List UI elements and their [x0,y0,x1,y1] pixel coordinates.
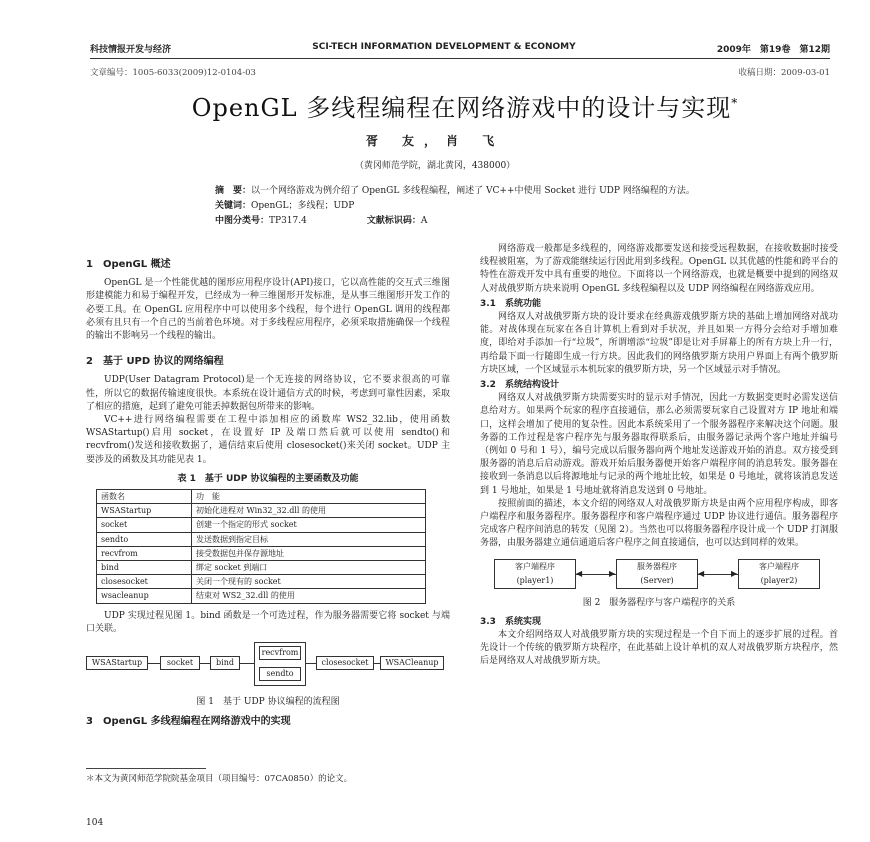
table-cell: 绑定 socket 到端口 [192,561,426,575]
table-cell: wsacleanup [97,589,192,603]
flow-arrow [148,663,160,664]
table-row [97,532,426,546]
table-cell: bind [97,561,192,575]
section-3-3-heading: 3.3 系统实现 [480,616,541,627]
doc-code-value: A [420,216,428,226]
table-cell: socket [97,518,192,532]
table-header-cell: 函数名 [97,490,192,504]
flow-arrow [200,663,210,664]
table-1 [96,489,426,604]
section-2-heading: 2 基于 UPD 协议的网络编程 [86,356,224,368]
table-cell: recvfrom [97,546,192,560]
footnote: ＊本文为黄冈师范学院院基金项目（项目编号：07CA0850）的论文。 [86,774,353,784]
table-cell: 初始化进程对 Win32_32.dll 的使用 [192,504,426,518]
received-date: 收稿日期：2009-03-01 [738,68,830,78]
client-2-label: 客户端程序 [759,562,799,572]
flow-arrow [240,663,254,664]
paper-title: OpenGL 多线程编程在网络游戏中的设计与实现* [191,94,739,122]
section-3-2-heading: 3.2 系统结构设计 [480,380,559,391]
title-footnote-mark: * [731,96,739,110]
table-cell: 关闭一个现有的 socket [192,575,426,589]
flow-loop-group [254,642,306,686]
keywords-label: 关键词： [215,201,252,211]
server-label: 服务器程序 [637,562,677,572]
table-1-caption: 表 1 基于 UDP 协议编程的主要函数及功能 [177,473,359,484]
issue-info: 2009年 第19卷 第12期 [716,45,830,55]
left-column [86,258,450,728]
flow-node-socket: socket [160,656,200,670]
table-cell: closesocket [97,575,192,589]
authors: 胥 友，肖 飞 [365,134,505,148]
section-3-1-paragraph: 网络双人对战俄罗斯方块的设计要求在经典游戏俄罗斯方块的基础上增加网络对战功能。对战体现在玩家在各自计算机上看到对手状况，并且如果一方得分会给对手增加难度，即给对手添加一行“垃圾”，所谓增添“垃圾”即是让对手屏幕上的所有方块上升一行，再给最下面一行随即生成一行方块。因此我们的网络俄罗斯方块用户界面上有两个俄罗斯方块区域，一个区域显示本机玩家的俄罗斯方块，另一个区域显示对手情况。 [480,312,838,375]
right-column [480,243,838,669]
table-header-row [97,490,426,504]
section-2-paragraph-3: UDP 实现过程见图 1。bind 函数是一个可选过程，作为服务器需要它将 socket 与端口关联。 [86,610,450,634]
abstract-text: 以一个网络游戏为例介绍了 OpenGL 多线程编程，阐述了 VC++中使用 Socket 进行 UDP 网络编程的方法。 [251,186,695,196]
table-cell: 结束对 WS2_32.dll 的使用 [192,589,426,603]
section-2-paragraph-1: UDP(User Datagram Protocol)是一个无连接的网络协议，它不要求很高的可靠性，所以它的数据传输速度很快。本系统在设计通信方式的时候，考虑到可靠性因素，采取了相应的措施，起到了避免可能丢掉数据包所带来的影响。 [86,375,450,412]
table-cell: 接受数据包并保存源地址 [192,546,426,560]
server-box [616,559,698,589]
client-2-box [738,559,820,589]
doc-code-label: 文献标识码： [366,216,421,226]
table-cell: sendto [97,532,192,546]
figure-1-caption: 图 1 基于 UDP 协议编程的流程图 [196,697,340,708]
flow-node-recvfrom: recvfrom [259,646,301,660]
abstract-label: 摘 要： [215,186,252,196]
flow-node-bind: bind [210,656,240,670]
table-cell: 创建一个指定的形式 socket [192,518,426,532]
table-row [97,589,426,603]
table-row [97,504,426,518]
section-3-1-heading: 3.1 系统功能 [480,298,541,309]
affiliation: （黄冈师范学院，湖北黄冈，438000） [354,161,516,171]
journal-name-en: SCI-TECH INFORMATION DEVELOPMENT & ECONOMY [312,42,576,52]
arrow-head-right: ▶ [731,568,738,578]
arrow-head-left: ◀ [576,568,583,578]
flow-node-closesocket: closesocket [316,656,374,670]
table-header-cell: 功 能 [192,490,426,504]
cls-label: 中图分类号： [215,216,270,226]
client-2-sub: (player2) [760,575,798,585]
running-header [90,42,830,59]
section-3-2-paragraph-2: 按照前面的描述，本文介绍的网络双人对战俄罗斯方块是由两个应用程序构成，即客户端程序和服务器程序。服务器程序和客户端程序通过 UDP 协议进行通信。服务器程序完成客户程序间消息的转发（见图 2）。当然也可以将服务器程序设计成一个 UDP 打洞服务器，由服务器建立通信通道后客户程序之间直接通信，也可以达到同样的效果。 [480,498,838,549]
flow-node-wsastartup: WSAStartup [86,656,148,670]
arrow-head-left: ◀ [698,568,705,578]
article-meta [90,66,830,78]
section-3-2-paragraph-1: 网络双人对战俄罗斯方块需要实时的显示对手情况，因此一方数据变更时必需发送信息给对方。如果两个玩家的程序直接通信，那么必须需要玩家自己设置对方 IP 地址和端口，这样会增加了使用的复杂性。因此本系统采用了一个服务器程序来解决这个问题。服务器的工作过程是客户程序先与服务器取得联系后，由服务器记录两个客户地址并编号（例如 0 号和 1 号），编号完成以后服务器向两个地址发送游戏开始的消息。双方接受到服务器的消息后启动游戏。游戏开始后服务器便开始客户端程序间的消息转发。服务器在接收到一条消息以后将源地址与记录的两个地址比较，如果是 0 号地址，就将该消息发送到 1 号地址，如果是 1 号地址就将消息发送到 0 号地址。 [480,393,838,496]
table-row [97,546,426,560]
client-1-box [494,559,576,589]
table-cell: WSAStartup [97,504,192,518]
table-row [97,518,426,532]
abstract-block [215,184,715,229]
page-number: 104 [86,818,104,828]
journal-name: 科技情报开发与经济 [90,45,172,55]
flow-arrow [306,663,316,664]
client-1-sub: (player1) [516,575,554,585]
keywords-text: OpenGL；多线程；UDP [251,201,355,211]
figure-2 [480,557,838,597]
flow-node-sendto: sendto [259,667,301,681]
right-paragraph-1: 网络游戏一般都是多线程的，网络游戏都要发送和接受远程数据，在接收数据时接受线程被阻塞，为了游戏能继续运行因此用到多线程。OpenGL 以其优越的性能和跨平台的特性在游戏开发中具有重要的地位。下面将以一个网络游戏，也就是概要中提到的网络双人对战俄罗斯方块来说明 OpenGL 多线程编程以及 UDP 网络编程在网络游戏应用。 [480,244,838,294]
section-3-3-paragraph: 本文介绍网络双人对战俄罗斯方块的实现过程是一个自下而上的逐步扩展的过程。首先设计一个传统的俄罗斯方块程序，在此基础上设计单机的双人对战俄罗斯方块程序，然后是网络双人对战俄罗斯方块。 [480,630,838,667]
cls-value: TP317.4 [269,216,307,226]
table-row [97,575,426,589]
client-1-label: 客户端程序 [515,562,555,572]
figure-1 [86,640,450,692]
footnote-divider [86,768,206,769]
classification [215,214,715,229]
table-cell: 发送数据到指定目标 [192,532,426,546]
section-2-paragraph-2: VC++进行网络编程需要在工程中添加相应的函数库 WS2_32.lib，使用函数 WSAStartup()启用 socket，在设置好 IP 及端口然后就可以使用 sendto()和 recvfrom()发送和接收数据了，通信结束后使用 closesocket()来关闭 socket。UDP 主要涉及的函数及其功能见表 1。 [86,415,450,465]
table-row [97,561,426,575]
server-sub: (Server) [640,575,674,585]
section-3-heading: 3 OpenGL 多线程编程在网络游戏中的实现 [86,716,291,728]
flow-node-wsacleanup: WSACleanup [380,656,444,670]
figure-2-caption: 图 2 服务器程序与客户端程序的关系 [582,597,736,608]
arrow-head-right: ▶ [609,568,616,578]
keywords [215,199,715,214]
section-1-paragraph: OpenGL 是一个性能优越的图形应用程序设计(API)接口，它以高性能的交互式三维图形建模能力和易于编程开发，已经成为一种三维图形开发标准，是从事三维图形开发工作的必要工具。在 OpenGL 应用程序中可以使用多个线程，每个进行 OpenGL 调用的线程都必须有且只有一个自己的当前着色环境。对于多线程应用程序，必须采取措施确保一个线程的输出不影响另一个线程的输出。 [86,278,450,342]
abstract [215,184,715,199]
article-number: 文章编号：1005-6033(2009)12-0104-03 [90,68,256,78]
section-1-heading: 1 OpenGL 概述 [86,259,171,270]
